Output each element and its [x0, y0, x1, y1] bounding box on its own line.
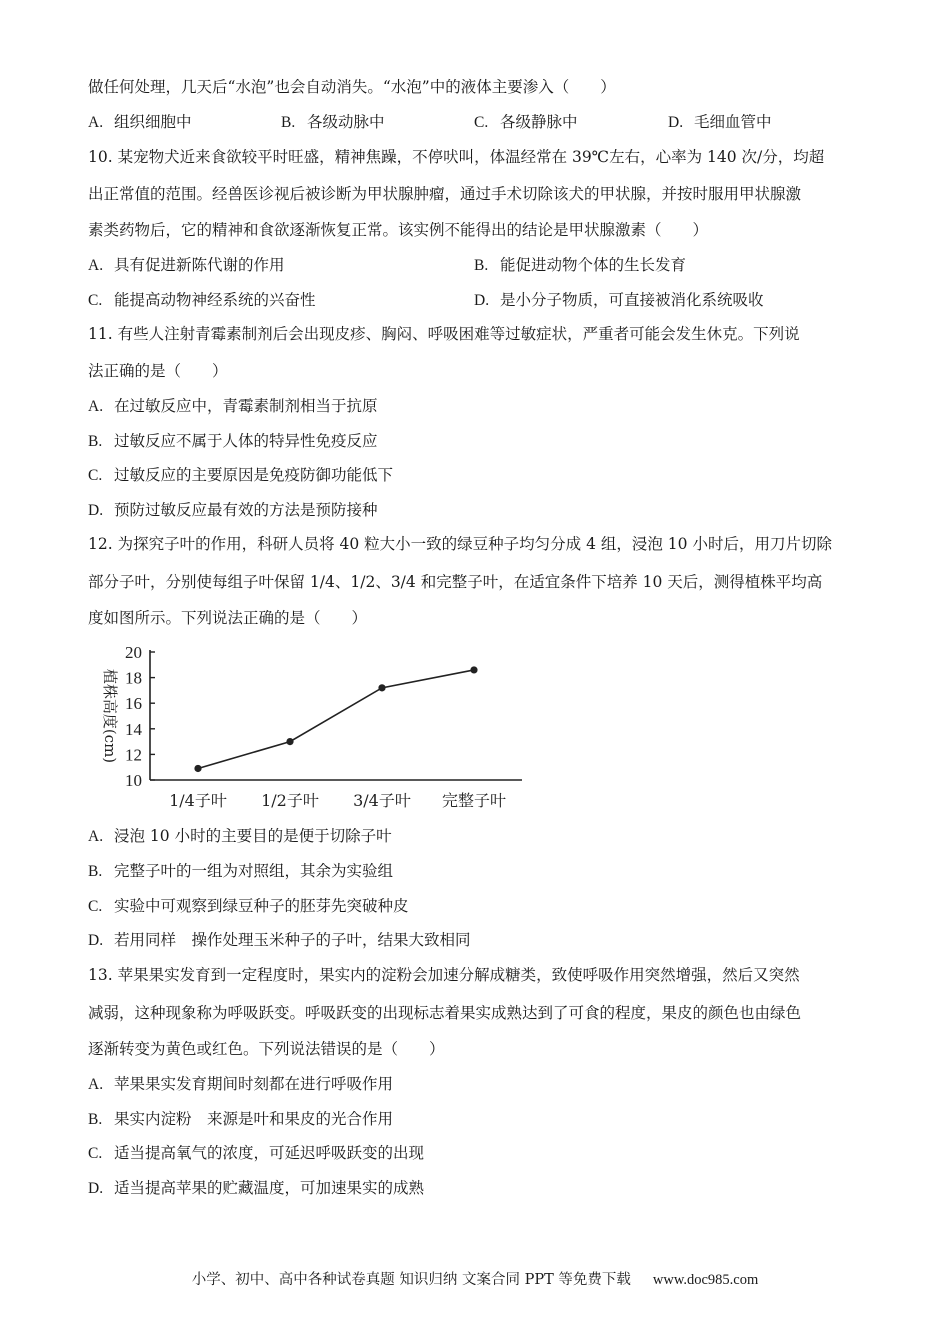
option-letter: D. [88, 932, 104, 949]
y-axis-label: 植株高度(cm) [101, 668, 119, 764]
q12-option-a [88, 826, 392, 847]
q12-option-b [88, 861, 393, 882]
q13-stem-line-2: 减弱，这种现象称为呼吸跃变。呼吸跃变的出现标志着果实成熟达到了可食的程度，果皮的颜色也由绿色 [88, 1004, 802, 1022]
q12-stem-line-3: 度如图所示。下列说法正确的是（ ） [88, 609, 368, 627]
option-letter: A. [88, 1076, 104, 1093]
q12-option-d [88, 930, 471, 951]
page-footer [0, 1270, 950, 1290]
q10-option-d [474, 290, 764, 311]
option-text: 适当提高苹果的贮藏温度，可加速果实的成熟 [114, 1179, 425, 1197]
footer-url[interactable]: www.doc985.com [652, 1272, 759, 1288]
option-letter: C. [474, 114, 489, 131]
option-letter: B. [88, 433, 103, 450]
option-letter: B. [474, 257, 489, 274]
option-letter: A. [88, 114, 104, 131]
q13-option-a [88, 1074, 393, 1095]
q11-option-c [88, 465, 393, 486]
option-text: 是小分子物质，可直接被消化系统吸收 [500, 291, 764, 309]
y-tick-label: 14 [125, 719, 142, 739]
option-text: 过敏反应的主要原因是免疫防御功能低下 [114, 466, 394, 484]
option-letter: B. [88, 863, 103, 880]
option-text: 果实内淀粉 来源是叶和果皮的光合作用 [114, 1110, 394, 1128]
x-tick-label: 1/4子叶 [169, 791, 227, 810]
q11-option-a [88, 396, 378, 417]
option-letter: B. [281, 114, 296, 131]
q13-option-b [88, 1109, 393, 1130]
option-text: 若用同样 操作处理玉米种子的子叶，结果大致相同 [114, 931, 471, 949]
y-tick-label: 18 [125, 668, 142, 688]
data-point [286, 738, 293, 745]
footer-text: 小学、初中、高中各种试卷真题 知识归纳 文案合同 PPT 等免费下载 [191, 1272, 631, 1288]
q13-stem-line-1: 13. 苹果果实发育到一定程度时，果实内的淀粉会加速分解成糖类，致使呼吸作用突然增强，然后又突然 [88, 966, 800, 984]
q11-stem-line-1: 11. 有些人注射青霉素制剂后会出现皮疹、胸闷、呼吸困难等过敏症状，严重者可能会发生休克。下列说 [88, 325, 800, 343]
q12-stem-line-1: 12. 为探究子叶的作用，科研人员将 40 粒大小一致的绿豆种子均匀分成 4 组，浸泡 10 小时后，用刀片切除 [88, 535, 832, 553]
q10-stem-line-1: 10. 某宠物犬近来食欲较平时旺盛，精神焦躁，不停吠叫，体温经常在 39℃左右，心率为 140 次/分，均超 [88, 148, 825, 166]
data-point [194, 765, 201, 772]
q10-stem-line-3: 素类药物后，它的精神和食欲逐渐恢复正常。该实例不能得出的结论是甲状腺激素（ ） [88, 221, 709, 239]
x-tick-label: 3/4子叶 [353, 791, 411, 810]
q9-option-c [474, 112, 578, 133]
q11-stem-line-2: 法正确的是（ ） [88, 362, 228, 380]
y-tick-label: 16 [125, 694, 142, 714]
option-text: 组织细胞中 [114, 113, 192, 131]
option-letter: D. [88, 502, 104, 519]
x-tick-label: 完整子叶 [441, 791, 507, 810]
plant-height-line-chart [86, 640, 536, 820]
option-letter: C. [88, 467, 103, 484]
option-text: 完整子叶的一组为对照组，其余为实验组 [114, 862, 394, 880]
q9-option-a [88, 112, 192, 133]
option-text: 能提高动物神经系统的兴奋性 [114, 291, 316, 309]
q12-option-c [88, 896, 409, 917]
q10-option-b [474, 255, 686, 276]
option-text: 各级动脉中 [307, 113, 385, 131]
q9-stem-line: 做任何处理，几天后“水泡”也会自动消失。“水泡”中的液体主要渗入（ ） [88, 78, 616, 96]
option-text: 在过敏反应中，青霉素制剂相当于抗原 [114, 397, 378, 415]
option-text: 苹果果实发育期间时刻都在进行呼吸作用 [114, 1075, 394, 1093]
data-point [470, 666, 477, 673]
option-letter: D. [668, 114, 684, 131]
q11-option-d [88, 500, 378, 521]
x-tick-label: 1/2子叶 [261, 791, 319, 810]
option-letter: C. [88, 898, 103, 915]
q13-option-c [88, 1143, 424, 1164]
q10-stem-line-2: 出正常值的范围。经兽医诊视后被诊断为甲状腺肿瘤，通过手术切除该犬的甲状腺，并按时服用甲状腺激 [88, 185, 802, 203]
option-text: 毛细血管中 [694, 113, 772, 131]
option-text: 浸泡 10 小时的主要目的是便于切除子叶 [114, 827, 392, 845]
option-letter: C. [88, 292, 103, 309]
y-tick-label: 10 [125, 771, 142, 790]
option-text: 适当提高氧气的浓度，可延迟呼吸跃变的出现 [114, 1144, 425, 1162]
q12-stem-line-2: 部分子叶，分别使每组子叶保留 1/4、1/2、3/4 和完整子叶，在适宜条件下培养 10 天后，测得植株平均高 [88, 573, 823, 591]
option-text: 预防过敏反应最有效的方法是预防接种 [114, 501, 378, 519]
series-line [198, 670, 474, 769]
option-text: 各级静脉中 [500, 113, 578, 131]
y-tick-label: 20 [125, 643, 142, 662]
q13-stem-line-3: 逐渐转变为黄色或红色。下列说法错误的是（ ） [88, 1040, 445, 1058]
data-point [378, 684, 385, 691]
option-text: 具有促进新陈代谢的作用 [114, 256, 285, 274]
option-letter: A. [88, 257, 104, 274]
option-letter: B. [88, 1111, 103, 1128]
option-letter: A. [88, 828, 104, 845]
q13-option-d [88, 1178, 424, 1199]
q10-option-c [88, 290, 316, 311]
y-tick-label: 12 [125, 745, 142, 765]
option-letter: A. [88, 398, 104, 415]
option-text: 实验中可观察到绿豆种子的胚芽先突破种皮 [114, 897, 409, 915]
q11-option-b [88, 431, 378, 452]
option-text: 过敏反应不属于人体的特异性免疫反应 [114, 432, 378, 450]
q9-option-b [281, 112, 385, 133]
option-text: 能促进动物个体的生长发育 [500, 256, 687, 274]
q10-option-a [88, 255, 285, 276]
q9-option-d [668, 112, 772, 133]
option-letter: D. [88, 1180, 104, 1197]
option-letter: C. [88, 1145, 103, 1162]
option-letter: D. [474, 292, 490, 309]
